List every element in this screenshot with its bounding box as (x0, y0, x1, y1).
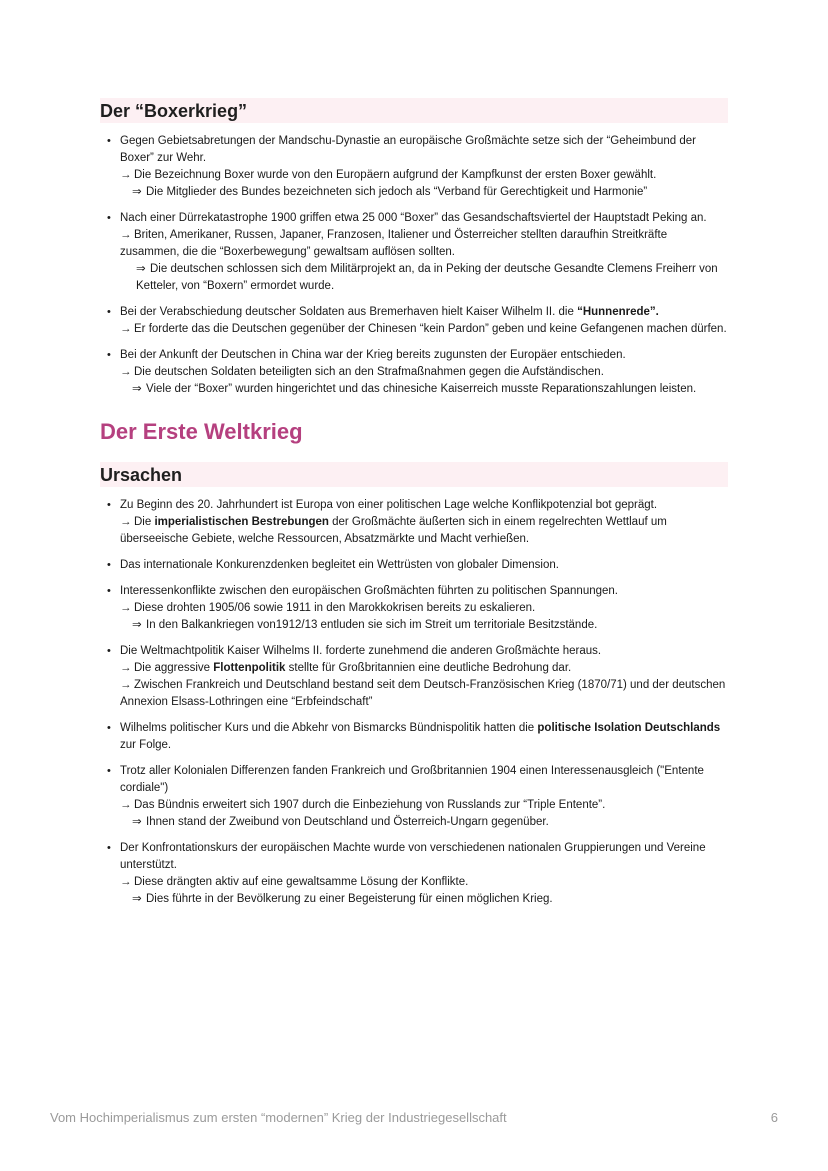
page-number: 6 (770, 1110, 778, 1125)
arrow-note: → Die imperialistischen Bestrebungen der Großmächte äußerten sich in einem regelrechten Wettlauf um überseeische Gebiete, welche Ressourcen, Absatzmärkte und Macht verhießen. (120, 516, 667, 545)
list-item (100, 133, 728, 201)
chapter-title: Der Erste Weltkrieg (100, 419, 303, 444)
arrow-icon: → (120, 169, 132, 181)
arrow-note: → Zwischen Frankreich und Deutschland bestand seit dem Deutsch-Französischen Krieg (1870/71) und der deutschen Annexion Elsass-Lothringen eine “Erbfeindschaft” (120, 679, 726, 708)
item-text: • Bei der Ankunft der Deutschen in China war der Krieg bereits zugunsten der Europäer entschieden. (120, 349, 626, 361)
arrow-icon: → (120, 516, 132, 528)
conclusion-note: ⇒ Die Mitglieder des Bundes bezeichneten sich jedoch als “Verband für Gerechtigkeit und Harmonie” (120, 184, 728, 201)
arrow-note: → Die deutschen Soldaten beteiligten sich an den Strafmaßnahmen gegen die Aufständischen. (120, 364, 728, 381)
list-item (100, 763, 728, 831)
arrow-note: → Diese drohten 1905/06 sowie 1911 in den Marokkokrisen bereits zu eskalieren. (120, 600, 728, 617)
list-item (100, 304, 728, 338)
conclusion-note: ⇒ Die deutschen schlossen sich dem Militärprojekt an, da in Peking der deutsche Gesandte Clemens Freiherr von Ketteler, von “Boxern” ermordet wurde. (136, 263, 718, 292)
arrow-note: → Die aggressive Flottenpolitik stellte für Großbritannien eine deutliche Bedrohung dar. (120, 660, 728, 677)
list-item (100, 840, 728, 908)
item-text: • Die Weltmachtpolitik Kaiser Wilhelms II. forderte zunehmend die anderen Großmächte heraus. (120, 645, 602, 657)
arrow-icon: → (120, 602, 132, 614)
list-item (100, 643, 728, 711)
item-text: • Trotz aller Kolonialen Differenzen fanden Frankreich und Großbritannien 1904 einen Interessenausgleich ("Entente cordiale") (120, 765, 704, 794)
arrow-note: → Das Bündnis erweitert sich 1907 durch die Einbeziehung von Russlands zur “Triple Entente”. (120, 797, 728, 814)
double-arrow-icon: ⇒ (136, 263, 146, 275)
item-text: • Zu Beginn des 20. Jahrhundert ist Europa von einer politischen Lage welche Konflikpotenzial bot geprägt. (120, 499, 658, 511)
boxer-list (100, 133, 728, 398)
double-arrow-icon: ⇒ (132, 619, 142, 631)
item-text: • Interessenkonflikte zwischen den europäischen Großmächten führten zu politischen Spannungen. (120, 585, 618, 597)
arrow-icon: → (120, 323, 132, 335)
list-item (100, 497, 728, 548)
list-item (100, 347, 728, 398)
bold-term: imperialistischen Bestrebungen (154, 516, 329, 528)
double-arrow-icon: ⇒ (132, 186, 142, 198)
item-text: • Gegen Gebietsabretungen der Mandschu-Dynastie an europäische Großmächte setze sich der “Geheimbund der Boxer” zur Wehr. (120, 135, 696, 164)
double-arrow-icon: ⇒ (132, 816, 142, 828)
item-text: • Bei der Verabschiedung deutscher Soldaten aus Bremerhaven hielt Kaiser Wilhelm II. die “Hunnenrede”. (120, 306, 659, 318)
list-item (100, 210, 728, 295)
conclusion-note: ⇒ Dies führte in der Bevölkerung zu einer Begeisterung für einen möglichen Krieg. (120, 891, 728, 908)
arrow-note: → Die Bezeichnung Boxer wurde von den Europäern aufgrund der Kampfkunst der ersten Boxer gewählt. (120, 167, 728, 184)
ursachen-list (100, 497, 728, 908)
conclusion-note: ⇒ Viele der “Boxer” wurden hingerichtet und das chinesiche Kaiserreich musste Reparationszahlungen leisten. (120, 381, 728, 398)
arrow-icon: → (120, 799, 132, 811)
arrow-icon: → (120, 662, 132, 674)
page-footer (50, 1110, 778, 1125)
arrow-note: → Er forderte das die Deutschen gegenüber der Chinesen “kein Pardon” geben und keine Gefangenen machen dürfen. (120, 321, 728, 338)
list-item (100, 557, 728, 574)
conclusion-note: ⇒ Ihnen stand der Zweibund von Deutschland und Österreich-Ungarn gegenüber. (120, 814, 728, 831)
arrow-icon: → (120, 366, 132, 378)
section-heading-ursachen: Ursachen (100, 462, 728, 487)
bold-term: Flottenpolitik (213, 662, 286, 674)
arrow-icon: → (120, 679, 132, 691)
arrow-note: → Diese drängten aktiv auf eine gewaltsamme Lösung der Konflikte. (120, 874, 728, 891)
item-text: • Das internationale Konkurenzdenken begleitet ein Wettrüsten von globaler Dimension. (120, 559, 559, 571)
item-text: • Der Konfrontationskurs der europäischen Machte wurde von verschiedenen nationalen Gruppierungen und Vereine unterstützt. (120, 842, 706, 871)
arrow-note: → Briten, Amerikaner, Russen, Japaner, Franzosen, Italiener und Österreicher stellten daraufhin Streitkräfte zusammen, die die “Boxerbewegung” gewaltsam auflösen sollten. (120, 229, 668, 258)
page-content (100, 98, 728, 917)
bold-term: “Hunnenrede”. (577, 306, 659, 318)
footer-title: Vom Hochimperialismus zum ersten “modernen” Krieg der Industriegesellschaft (50, 1110, 507, 1125)
double-arrow-icon: ⇒ (132, 893, 142, 905)
double-arrow-icon: ⇒ (132, 383, 142, 395)
arrow-icon: → (120, 876, 132, 888)
item-text: • Nach einer Dürrekatastrophe 1900 griffen etwa 25 000 “Boxer” das Gesandschaftsviertel der Hauptstadt Peking an. (120, 212, 707, 224)
bold-term: politische Isolation Deutschlands (537, 722, 721, 734)
list-item (100, 720, 728, 754)
list-item (100, 583, 728, 634)
arrow-icon: → (120, 229, 132, 241)
conclusion-note: ⇒ In den Balkankriegen von1912/13 entluden sie sich im Streit um territoriale Besitzstände. (120, 617, 728, 634)
section-heading-boxerkrieg: Der “Boxerkrieg” (100, 98, 728, 123)
item-text: • Wilhelms politischer Kurs und die Abkehr von Bismarcks Bündnispolitik hatten die politische Isolation Deutschlands zur Folge. (120, 722, 721, 751)
